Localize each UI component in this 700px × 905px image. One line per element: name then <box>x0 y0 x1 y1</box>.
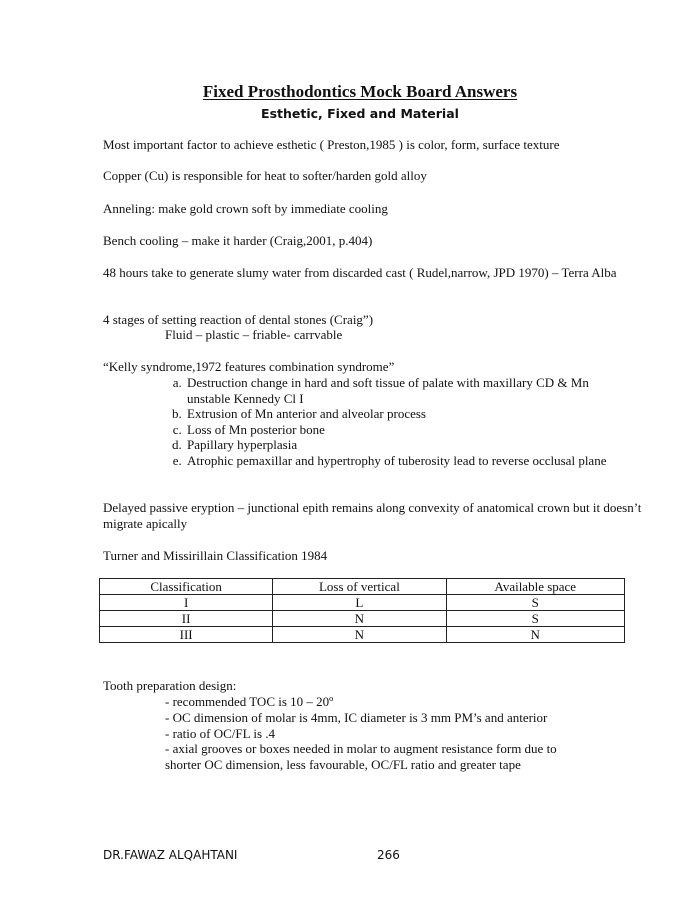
footer-author: DR.FAWAZ ALQAHTANI <box>103 848 238 862</box>
list-item: e. Atrophic pemaxillar and hypertrophy of tuberosity lead to reverse occlusal plane <box>185 453 635 469</box>
table-cell: S <box>446 595 625 611</box>
page-subtitle: Esthetic, Fixed and Material <box>261 106 459 121</box>
table-header-row <box>100 579 625 595</box>
paragraph-anneling: Anneling: make gold crown soft by immediate cooling <box>103 201 388 216</box>
table-row <box>100 595 625 611</box>
paragraph-copper: Copper (Cu) is responsible for heat to softer/harden gold alloy <box>103 168 427 183</box>
table-row <box>100 627 625 643</box>
table-header: Loss of vertical <box>273 579 446 595</box>
table-header: Available space <box>446 579 625 595</box>
table-cell: N <box>273 611 446 627</box>
tooth-prep-item: - ratio of OC/FL is .4 <box>165 726 276 741</box>
paragraph-bench-cooling: Bench cooling – make it harder (Craig,2001, p.404) <box>103 233 373 248</box>
table-cell: I <box>100 595 273 611</box>
kelly-features-list <box>155 375 635 468</box>
table-row <box>100 611 625 627</box>
classification-table <box>99 578 625 643</box>
setting-stages-list: Fluid – plastic – friable- carrvable <box>165 327 343 342</box>
footer-page-number: 266 <box>377 848 400 862</box>
tooth-prep-heading: Tooth preparation design: <box>103 678 237 693</box>
list-item: d. Papillary hyperplasia <box>185 437 635 453</box>
tooth-prep-item: - OC dimension of molar is 4mm, IC diameter is 3 mm PM’s and anterior <box>165 710 548 725</box>
list-item: c. Loss of Mn posterior bone <box>185 422 635 438</box>
list-item: b. Extrusion of Mn anterior and alveolar process <box>185 406 635 422</box>
paragraph-passive-eruption: Delayed passive eryption – junctional epith remains along convexity of anatomical crown but it doesn’t migrate apically <box>103 500 642 531</box>
table-header: Classification <box>100 579 273 595</box>
table-cell: N <box>273 627 446 643</box>
paragraph-setting-stages: 4 stages of setting reaction of dental stones (Craig”) <box>103 312 374 327</box>
tooth-prep-item: - recommended TOC is 10 – 20º <box>165 694 334 709</box>
table-cell: II <box>100 611 273 627</box>
list-item: a. Destruction change in hard and soft tissue of palate with maxillary CD & Mn unstable Kennedy Cl I <box>185 375 635 406</box>
table-cell: N <box>446 627 625 643</box>
table-cell: S <box>446 611 625 627</box>
paragraph-esthetic-factor: Most important factor to achieve esthetic ( Preston,1985 ) is color, form, surface texture <box>103 137 560 152</box>
page-title: Fixed Prosthodontics Mock Board Answers <box>202 82 518 101</box>
paragraph-terra-alba: 48 hours take to generate slumy water from discarded cast ( Rudel,narrow, JPD 1970) – Terra Alba <box>103 265 617 280</box>
tooth-prep-item: - axial grooves or boxes needed in molar to augment resistance form due to shorter OC dimension, less favourable, OC/FL ratio and greater tape <box>165 741 557 772</box>
table-cell: III <box>100 627 273 643</box>
paragraph-kelly-syndrome: “Kelly syndrome,1972 features combination syndrome” <box>103 359 395 374</box>
table-cell: L <box>273 595 446 611</box>
paragraph-turner-classification: Turner and Missirillain Classification 1984 <box>103 548 328 563</box>
